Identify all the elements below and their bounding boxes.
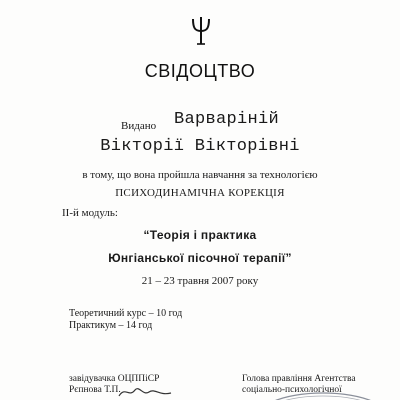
practice-hours: Практикум – 14 год: [69, 320, 153, 331]
module-label: ІІ-й модуль:: [62, 207, 118, 219]
psi-icon: [190, 16, 212, 46]
course-title-line1: “Теорія і практика: [143, 228, 257, 242]
theory-hours: Теоретичний курс – 10 год: [69, 308, 183, 319]
right-signatory-title: Голова правління Агентства: [242, 374, 356, 384]
certificate-title: СВІДОЦТВО: [144, 61, 256, 81]
completion-statement: в тому, що вона пройшла навчання за технологією: [82, 169, 318, 181]
left-signatory-name: Рєпнова Т.П.: [69, 385, 121, 395]
recipient-given-names: Вікторії Вікторівні: [100, 137, 300, 156]
course-title-line2: Юнгіанської пісочної терапії”: [108, 251, 292, 265]
course-dates: 21 – 23 травня 2007 року: [141, 275, 259, 287]
left-signatory-title: завідувачка ОЦППіСР: [69, 374, 160, 384]
right-signatory-organization: соціально-психологічної: [242, 385, 342, 395]
recipient-surname: Варваріній: [174, 110, 280, 129]
technology-name: ПСИХОДИНАМІЧНА КОРЕКЦІЯ: [115, 187, 285, 199]
stamp-seal: [268, 388, 378, 400]
handwritten-signature: [115, 384, 175, 400]
issued-label: Видано: [121, 120, 157, 132]
